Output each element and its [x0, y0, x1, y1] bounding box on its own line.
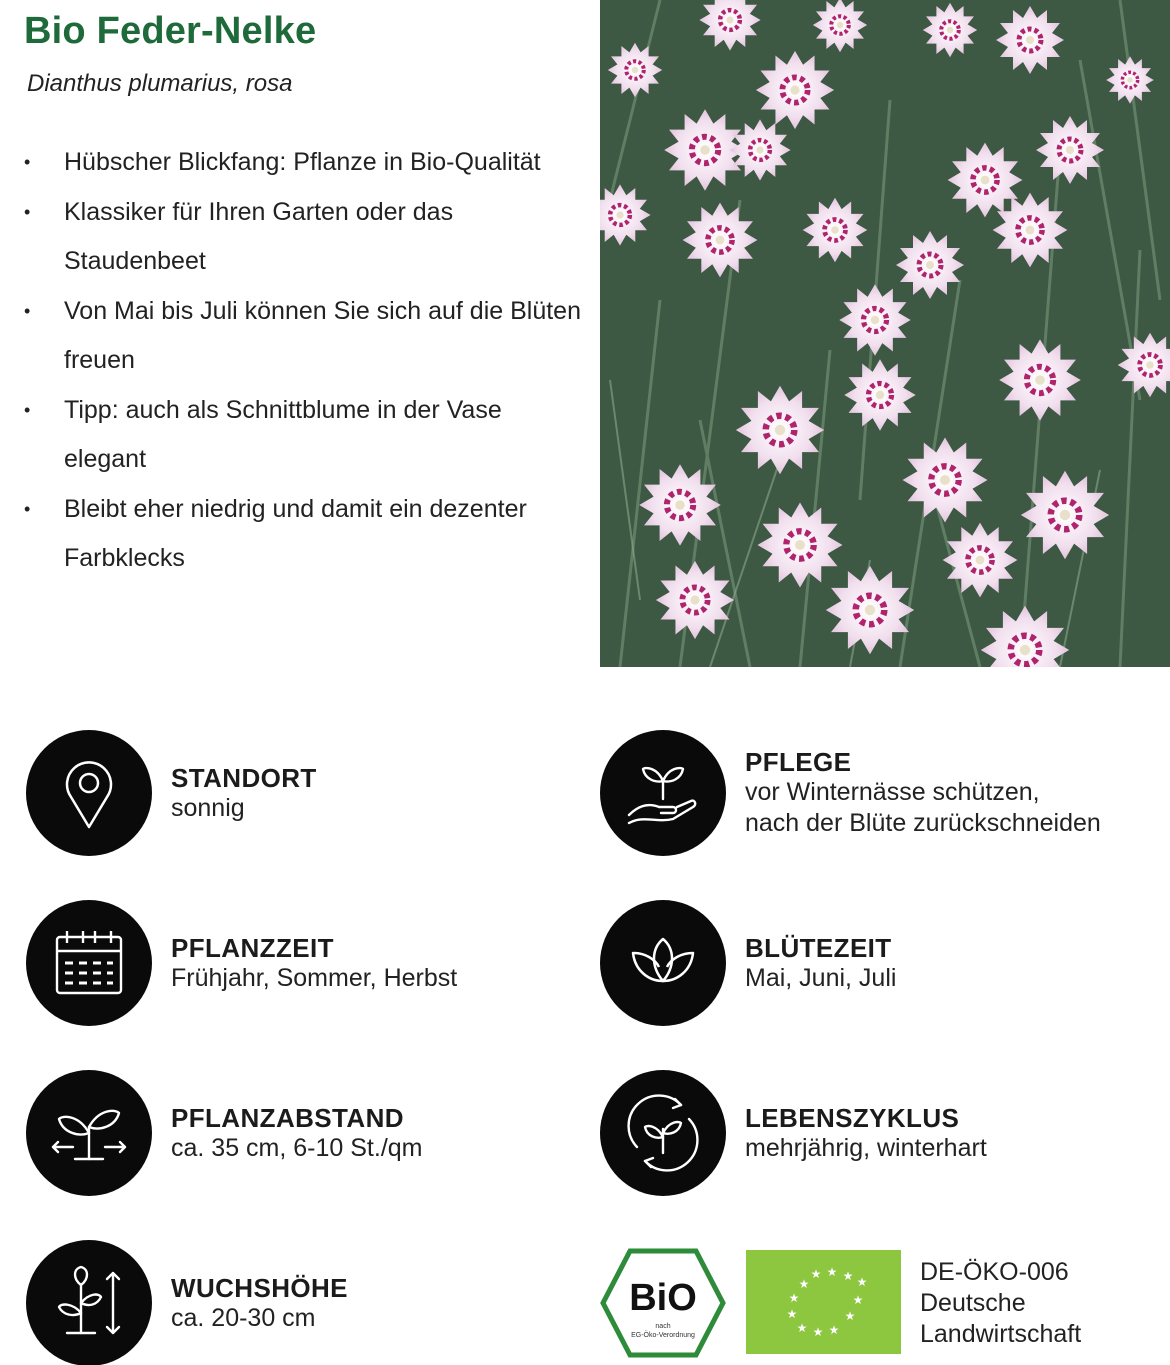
svg-text:★: ★: [810, 1267, 822, 1281]
feature-wuchshoehe: [26, 1240, 348, 1365]
location-pin-icon: [26, 730, 152, 856]
origin-line-2: Landwirtschaft: [920, 1320, 1082, 1348]
feature-value: Frühjahr, Sommer, Herbst: [171, 963, 458, 992]
svg-text:★: ★: [788, 1291, 800, 1305]
feature-pflanzzeit: [26, 900, 457, 1026]
feature-value: sonnig: [171, 793, 245, 822]
bullet-item: • Tipp: auch als Schnittblume in der Vase elegant: [24, 386, 584, 485]
svg-text:★: ★: [856, 1275, 868, 1289]
product-title: Bio Feder-Nelke: [24, 10, 317, 52]
feature-label: LEBENSZYKLUS: [745, 1102, 960, 1133]
svg-text:★: ★: [852, 1293, 864, 1307]
feature-value: ca. 35 cm, 6-10 St./qm: [171, 1133, 423, 1162]
bullet-item: • Bleibt eher niedrig und damit ein dezenter Farbklecks: [24, 485, 584, 584]
bullet-item: • Von Mai bis Juli können Sie sich auf die Blüten freuen: [24, 287, 584, 386]
svg-text:★: ★: [828, 1323, 840, 1337]
lotus-flower-icon: [600, 900, 726, 1026]
origin-line-1: Deutsche: [920, 1289, 1026, 1317]
svg-text:★: ★: [796, 1321, 808, 1335]
bio-seal-logo: [600, 1248, 726, 1358]
svg-text:★: ★: [844, 1309, 856, 1323]
product-subtitle: Dianthus plumarius, rosa: [27, 70, 293, 97]
feature-label: STANDORT: [171, 762, 317, 793]
feature-lebenszyklus: [600, 1070, 987, 1196]
feature-bluetezeit: [600, 900, 896, 1026]
feature-label: PFLANZABSTAND: [171, 1102, 404, 1133]
bullet-item: • Klassiker für Ihren Garten oder das Staudenbeet: [24, 188, 584, 287]
product-photo: [600, 0, 1170, 667]
svg-text:★: ★: [842, 1269, 854, 1283]
calendar-icon: [26, 900, 152, 1026]
bio-badge-text: BiO: [629, 1277, 697, 1319]
feature-value: mehrjährig, winterhart: [745, 1133, 987, 1162]
carnation-illustration: [600, 0, 1170, 667]
svg-text:★: ★: [826, 1265, 838, 1279]
seedling-hand-icon: [600, 730, 726, 856]
feature-standort: [26, 730, 317, 856]
plant-height-icon: [26, 1240, 152, 1365]
bio-badge-sub2: EG-Öko-Verordnung: [631, 1332, 695, 1339]
bio-badge-sub1: nach: [655, 1323, 671, 1330]
plant-cycle-icon: [600, 1070, 726, 1196]
eco-control-code: DE-ÖKO-006: [920, 1258, 1069, 1286]
svg-text:★: ★: [786, 1307, 798, 1321]
svg-text:★: ★: [812, 1325, 824, 1339]
bullet-item: • Hübscher Blickfang: Pflanze in Bio-Qualität: [24, 138, 584, 188]
feature-value: vor Winternässe schützen, nach der Blüte zurückschneiden: [745, 778, 1101, 837]
feature-label: PFLEGE: [745, 747, 852, 777]
svg-text:★: ★: [798, 1277, 810, 1291]
certification-text: [920, 1257, 1081, 1350]
feature-label: PFLANZZEIT: [171, 932, 334, 963]
feature-value: ca. 20-30 cm: [171, 1303, 316, 1332]
eu-organic-leaf-logo: [746, 1250, 901, 1354]
feature-bullet-list: [24, 138, 584, 584]
feature-label: WUCHSHÖHE: [171, 1272, 348, 1303]
feature-value: Mai, Juni, Juli: [745, 963, 897, 992]
feature-label: BLÜTEZEIT: [745, 932, 892, 963]
feature-pflanzabstand: [26, 1070, 423, 1196]
plant-spacing-icon: [26, 1070, 152, 1196]
feature-pflege: [600, 730, 1101, 856]
